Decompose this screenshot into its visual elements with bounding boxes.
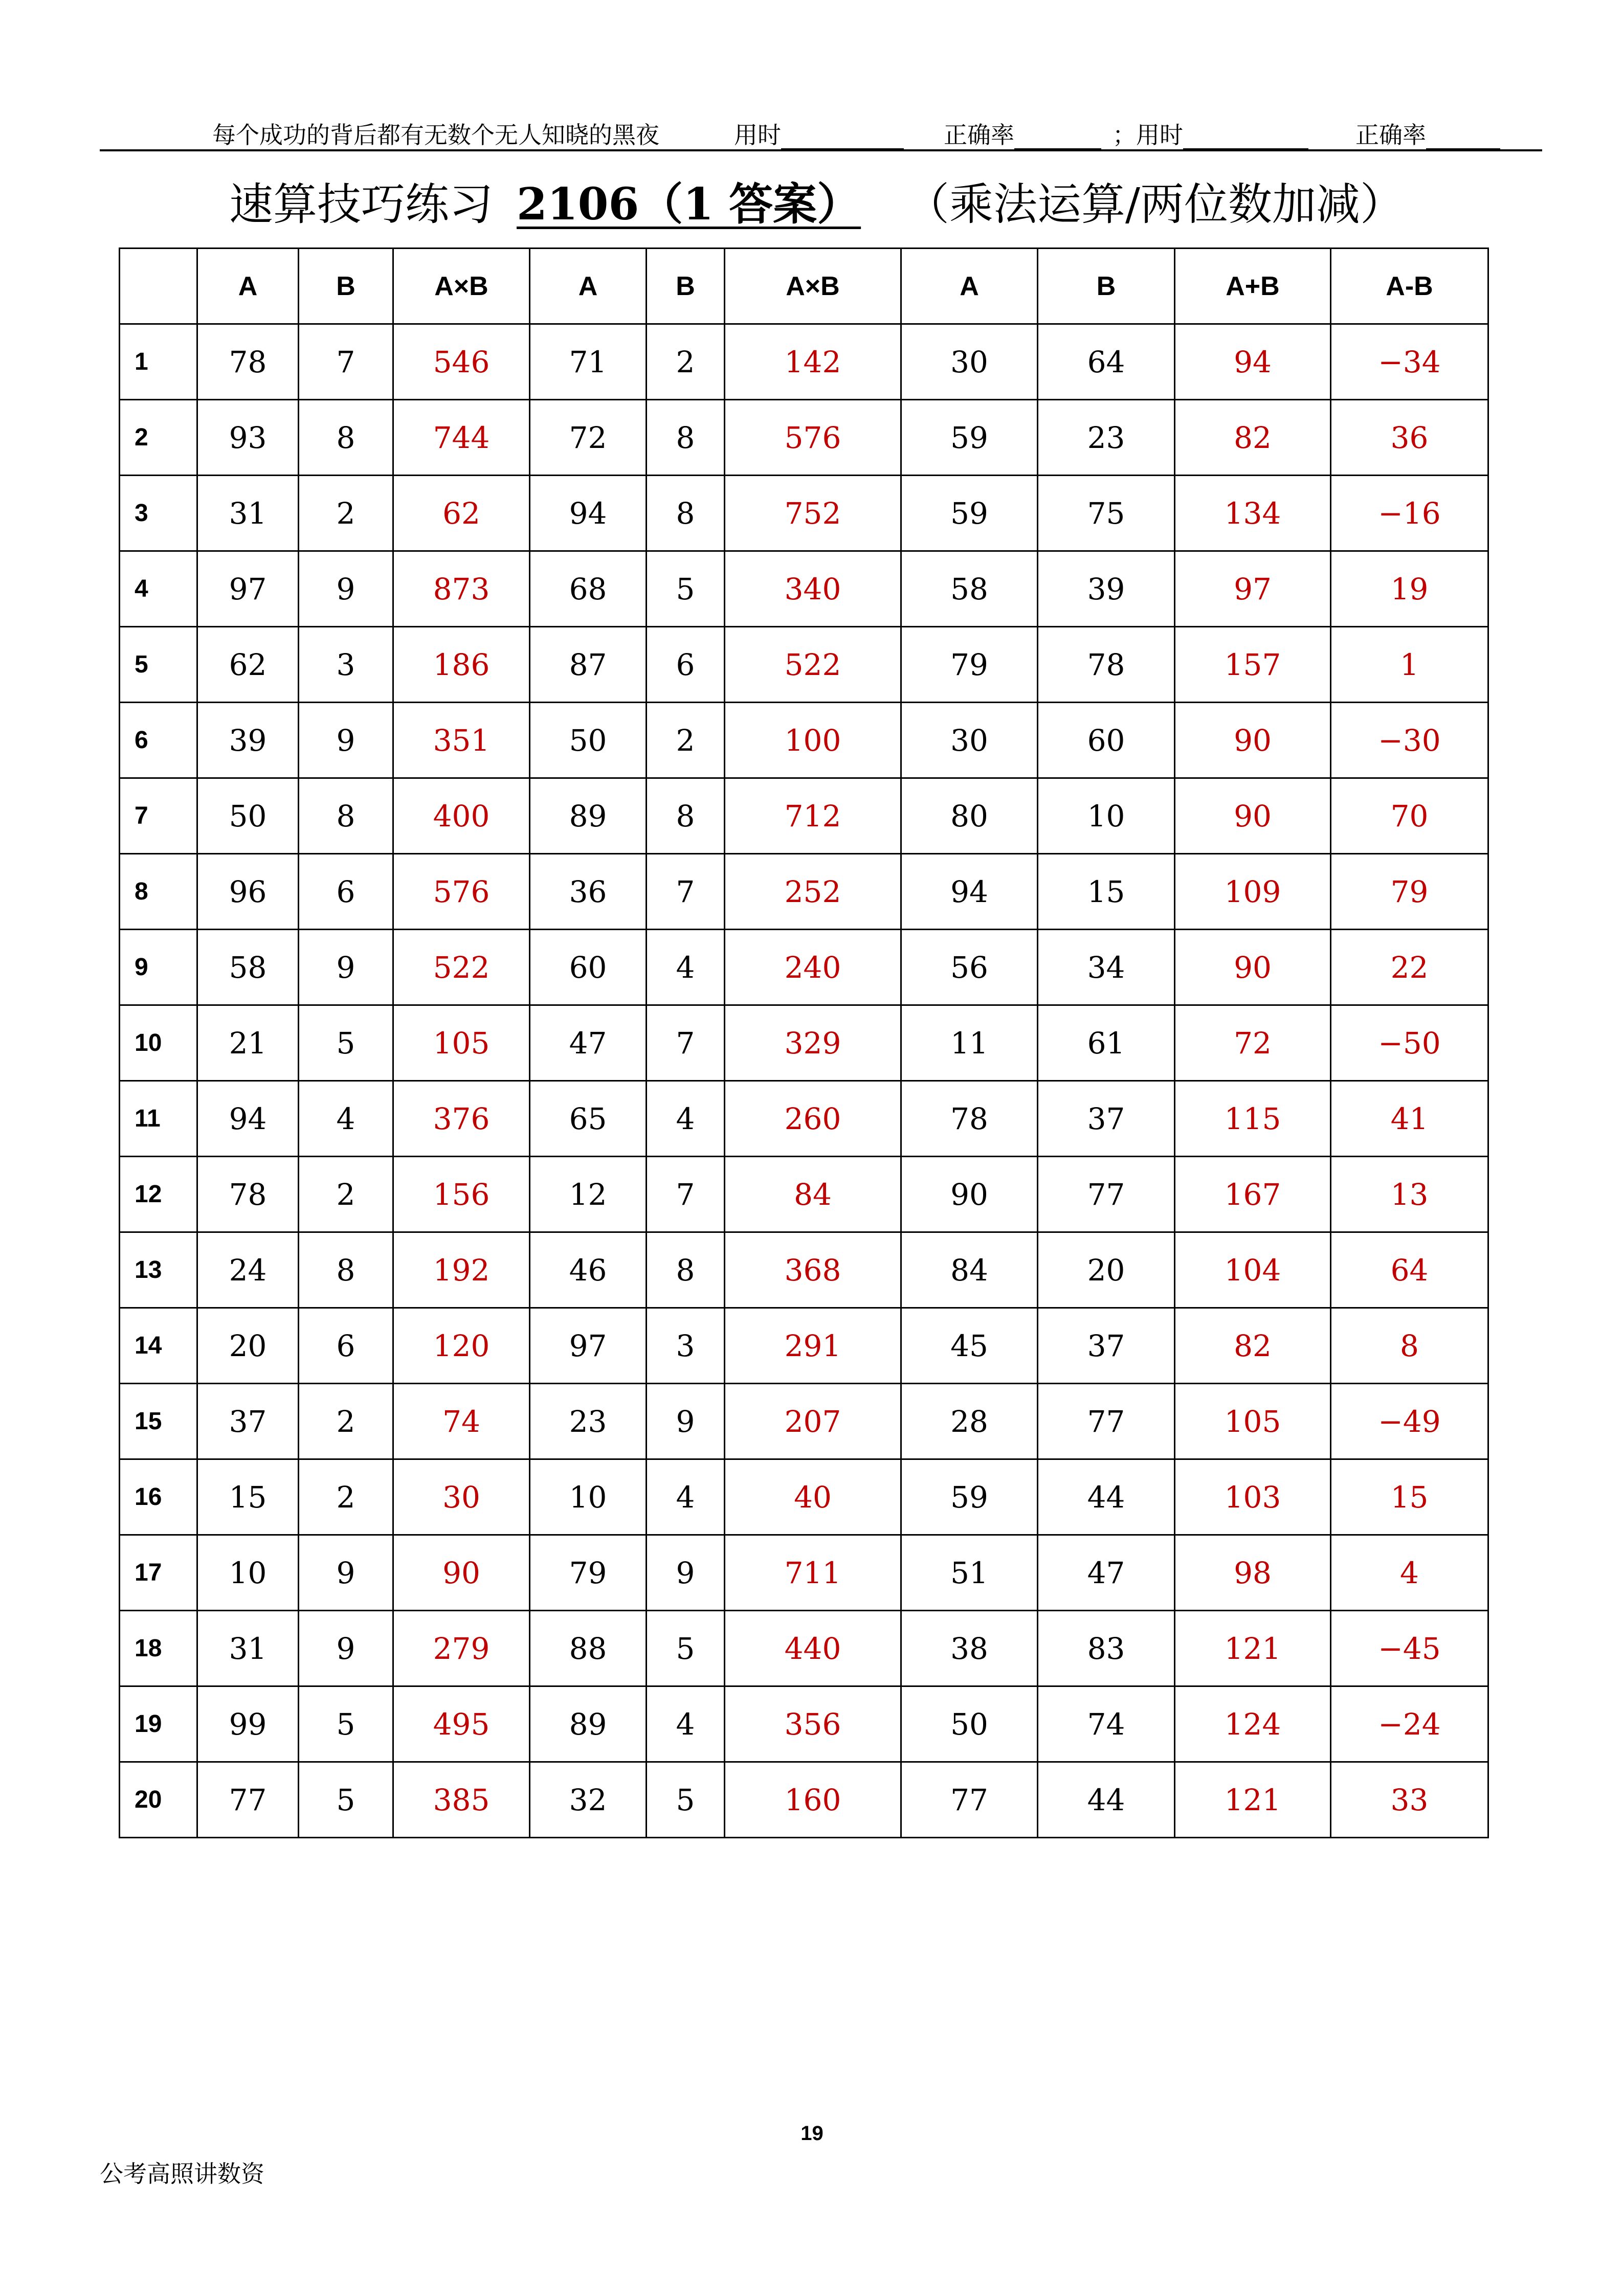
operand-cell: 38 <box>901 1611 1038 1686</box>
accuracy-field-1 <box>944 117 1101 150</box>
operand-cell: 58 <box>901 551 1038 627</box>
answer-cell: 4 <box>1331 1535 1488 1611</box>
row-index: 14 <box>120 1308 197 1384</box>
time-field-1 <box>734 117 904 150</box>
operand-cell: 3 <box>647 1308 725 1384</box>
operand-cell: 59 <box>901 1459 1038 1535</box>
table-row <box>120 1005 1488 1081</box>
operand-cell: 68 <box>530 551 647 627</box>
answer-cell: −30 <box>1331 703 1488 778</box>
answer-cell: 82 <box>1175 400 1331 476</box>
operand-cell: 30 <box>901 703 1038 778</box>
operand-cell: 2 <box>299 1157 393 1232</box>
operand-cell: 99 <box>197 1686 299 1762</box>
answer-cell: 74 <box>393 1384 530 1459</box>
answer-cell: 712 <box>725 778 901 854</box>
answer-cell: 72 <box>1175 1005 1331 1081</box>
answer-cell: 105 <box>1175 1384 1331 1459</box>
table-row <box>120 1232 1488 1308</box>
table-row <box>120 551 1488 627</box>
table-row <box>120 1384 1488 1459</box>
operand-cell: 78 <box>197 1157 299 1232</box>
answer-cell: 385 <box>393 1762 530 1838</box>
title-main: 速算技巧练习 <box>229 179 493 230</box>
operand-cell: 60 <box>530 930 647 1005</box>
operand-cell: 6 <box>299 854 393 930</box>
table-row <box>120 1611 1488 1686</box>
separator: ； <box>1113 121 1136 149</box>
answer-cell: 186 <box>393 627 530 703</box>
answer-cell: 440 <box>725 1611 901 1686</box>
operand-cell: 83 <box>1038 1611 1175 1686</box>
operand-cell: 8 <box>299 400 393 476</box>
operand-cell: 62 <box>197 627 299 703</box>
table-row <box>120 930 1488 1005</box>
time-label-2: 用时 <box>1136 121 1183 149</box>
answer-cell: 252 <box>725 854 901 930</box>
answer-cell: 368 <box>725 1232 901 1308</box>
table-row <box>120 1308 1488 1384</box>
operand-cell: 24 <box>197 1232 299 1308</box>
column-header: A <box>901 249 1038 324</box>
time-label-1: 用时 <box>734 121 781 149</box>
operand-cell: 15 <box>1038 854 1175 930</box>
operand-cell: 31 <box>197 1611 299 1686</box>
operand-cell: 15 <box>197 1459 299 1535</box>
answer-cell: 104 <box>1175 1232 1331 1308</box>
operand-cell: 32 <box>530 1762 647 1838</box>
operand-cell: 6 <box>647 627 725 703</box>
answer-cell: 120 <box>393 1308 530 1384</box>
operand-cell: 37 <box>1038 1308 1175 1384</box>
operand-cell: 23 <box>1038 400 1175 476</box>
operand-cell: 4 <box>647 1686 725 1762</box>
operand-cell: 71 <box>530 324 647 400</box>
answer-cell: 192 <box>393 1232 530 1308</box>
operand-cell: 80 <box>901 778 1038 854</box>
answer-cell: 40 <box>725 1459 901 1535</box>
row-index: 12 <box>120 1157 197 1232</box>
row-index: 5 <box>120 627 197 703</box>
row-index: 13 <box>120 1232 197 1308</box>
answer-cell: 576 <box>725 400 901 476</box>
operand-cell: 7 <box>647 1157 725 1232</box>
answer-cell: 90 <box>1175 703 1331 778</box>
answer-cell: −50 <box>1331 1005 1488 1081</box>
answer-cell: 260 <box>725 1081 901 1157</box>
answer-cell: −45 <box>1331 1611 1488 1686</box>
answer-cell: 752 <box>725 476 901 551</box>
column-header: A×B <box>725 249 901 324</box>
operand-cell: 4 <box>299 1081 393 1157</box>
operand-cell: 97 <box>197 551 299 627</box>
page-number: 19 <box>800 2122 824 2145</box>
answer-cell: 167 <box>1175 1157 1331 1232</box>
operand-cell: 8 <box>647 1232 725 1308</box>
operand-cell: 94 <box>197 1081 299 1157</box>
title-subtitle: （乘法运算/两位数加减） <box>905 179 1404 230</box>
answer-cell: 90 <box>1175 930 1331 1005</box>
answer-cell: 41 <box>1331 1081 1488 1157</box>
operand-cell: 47 <box>1038 1535 1175 1611</box>
motto-text: 每个成功的背后都有无数个无人知晓的黑夜 <box>212 121 659 149</box>
row-index: 19 <box>120 1686 197 1762</box>
operand-cell: 89 <box>530 778 647 854</box>
operand-cell: 50 <box>901 1686 1038 1762</box>
operand-cell: 44 <box>1038 1459 1175 1535</box>
operand-cell: 60 <box>1038 703 1175 778</box>
answer-cell: 97 <box>1175 551 1331 627</box>
table-row <box>120 703 1488 778</box>
operand-cell: 5 <box>647 1611 725 1686</box>
answer-cell: 90 <box>1175 778 1331 854</box>
operand-cell: 9 <box>299 703 393 778</box>
table-row <box>120 854 1488 930</box>
answer-cell: 79 <box>1331 854 1488 930</box>
title-code: 2106（1 答案） <box>517 178 861 230</box>
answer-cell: 64 <box>1331 1232 1488 1308</box>
operand-cell: 39 <box>1038 551 1175 627</box>
operand-cell: 9 <box>299 930 393 1005</box>
operand-cell: 31 <box>197 476 299 551</box>
operand-cell: 10 <box>197 1535 299 1611</box>
operand-cell: 28 <box>901 1384 1038 1459</box>
operand-cell: 8 <box>299 1232 393 1308</box>
operand-cell: 23 <box>530 1384 647 1459</box>
answer-cell: 576 <box>393 854 530 930</box>
answer-cell: 100 <box>725 703 901 778</box>
table-row <box>120 1686 1488 1762</box>
row-index: 8 <box>120 854 197 930</box>
operand-cell: 9 <box>647 1384 725 1459</box>
answer-cell: 13 <box>1331 1157 1488 1232</box>
operand-cell: 78 <box>901 1081 1038 1157</box>
operand-cell: 12 <box>530 1157 647 1232</box>
operand-cell: 89 <box>530 1686 647 1762</box>
answer-cell: 22 <box>1331 930 1488 1005</box>
table-row <box>120 476 1488 551</box>
answer-cell: 351 <box>393 703 530 778</box>
table-row <box>120 324 1488 400</box>
operand-cell: 79 <box>901 627 1038 703</box>
table-row <box>120 627 1488 703</box>
operand-cell: 79 <box>530 1535 647 1611</box>
accuracy-label-2: 正确率 <box>1355 121 1426 149</box>
table-row <box>120 1459 1488 1535</box>
operand-cell: 90 <box>901 1157 1038 1232</box>
answer-cell: −49 <box>1331 1384 1488 1459</box>
answer-cell: 84 <box>725 1157 901 1232</box>
row-index: 2 <box>120 400 197 476</box>
answer-cell: 495 <box>393 1686 530 1762</box>
operand-cell: 9 <box>647 1535 725 1611</box>
answer-cell: 279 <box>393 1611 530 1686</box>
column-header: B <box>1038 249 1175 324</box>
answer-cell: 115 <box>1175 1081 1331 1157</box>
operand-cell: 77 <box>1038 1384 1175 1459</box>
operand-cell: 2 <box>299 476 393 551</box>
operand-cell: 8 <box>647 778 725 854</box>
row-index: 17 <box>120 1535 197 1611</box>
row-index: 9 <box>120 930 197 1005</box>
table-header-row <box>120 249 1488 324</box>
operand-cell: 94 <box>901 854 1038 930</box>
answer-cell: 376 <box>393 1081 530 1157</box>
answer-cell: 156 <box>393 1157 530 1232</box>
column-header: A+B <box>1175 249 1331 324</box>
accuracy-field-2 <box>1355 117 1500 150</box>
row-index: 18 <box>120 1611 197 1686</box>
operand-cell: 4 <box>647 1081 725 1157</box>
time-blank-1[interactable] <box>781 122 904 150</box>
operand-cell: 64 <box>1038 324 1175 400</box>
answer-cell: 1 <box>1331 627 1488 703</box>
answer-cell: 873 <box>393 551 530 627</box>
operand-cell: 56 <box>901 930 1038 1005</box>
answer-cell: 546 <box>393 324 530 400</box>
operand-cell: 2 <box>299 1384 393 1459</box>
operand-cell: 34 <box>1038 930 1175 1005</box>
answer-cell: −34 <box>1331 324 1488 400</box>
operand-cell: 9 <box>299 1535 393 1611</box>
accuracy-blank-2[interactable] <box>1426 122 1500 150</box>
operand-cell: 74 <box>1038 1686 1175 1762</box>
exercise-table <box>119 247 1489 1838</box>
table-body <box>120 324 1488 1838</box>
operand-cell: 5 <box>647 1762 725 1838</box>
operand-cell: 30 <box>901 324 1038 400</box>
operand-cell: 7 <box>299 324 393 400</box>
answer-cell: 711 <box>725 1535 901 1611</box>
operand-cell: 36 <box>530 854 647 930</box>
operand-cell: 65 <box>530 1081 647 1157</box>
operand-cell: 20 <box>1038 1232 1175 1308</box>
row-index: 15 <box>120 1384 197 1459</box>
row-index: 1 <box>120 324 197 400</box>
operand-cell: 11 <box>901 1005 1038 1081</box>
table-row <box>120 778 1488 854</box>
answer-cell: −16 <box>1331 476 1488 551</box>
time-field-2 <box>1113 117 1308 150</box>
table-row <box>120 400 1488 476</box>
header-rule <box>100 149 1542 151</box>
operand-cell: 47 <box>530 1005 647 1081</box>
answer-cell: 240 <box>725 930 901 1005</box>
operand-cell: 8 <box>299 778 393 854</box>
answer-cell: 103 <box>1175 1459 1331 1535</box>
answer-cell: 105 <box>393 1005 530 1081</box>
operand-cell: 61 <box>1038 1005 1175 1081</box>
operand-cell: 58 <box>197 930 299 1005</box>
operand-cell: 8 <box>647 400 725 476</box>
answer-cell: 157 <box>1175 627 1331 703</box>
operand-cell: 72 <box>530 400 647 476</box>
operand-cell: 84 <box>901 1232 1038 1308</box>
answer-cell: 33 <box>1331 1762 1488 1838</box>
column-header: B <box>299 249 393 324</box>
answer-cell: 8 <box>1331 1308 1488 1384</box>
answer-cell: 62 <box>393 476 530 551</box>
answer-cell: 291 <box>725 1308 901 1384</box>
operand-cell: 51 <box>901 1535 1038 1611</box>
answer-cell: 124 <box>1175 1686 1331 1762</box>
operand-cell: 77 <box>197 1762 299 1838</box>
row-index: 4 <box>120 551 197 627</box>
answer-cell: 90 <box>393 1535 530 1611</box>
operand-cell: 59 <box>901 400 1038 476</box>
operand-cell: 59 <box>901 476 1038 551</box>
answer-cell: 744 <box>393 400 530 476</box>
answer-cell: 30 <box>393 1459 530 1535</box>
operand-cell: 78 <box>197 324 299 400</box>
operand-cell: 39 <box>197 703 299 778</box>
answer-cell: 160 <box>725 1762 901 1838</box>
row-index: 7 <box>120 778 197 854</box>
operand-cell: 44 <box>1038 1762 1175 1838</box>
operand-cell: 6 <box>299 1308 393 1384</box>
operand-cell: 20 <box>197 1308 299 1384</box>
answer-cell: 134 <box>1175 476 1331 551</box>
footer-source: 公考高照讲数资 <box>100 2160 264 2188</box>
operand-cell: 2 <box>647 703 725 778</box>
operand-cell: 10 <box>530 1459 647 1535</box>
answer-cell: 36 <box>1331 400 1488 476</box>
operand-cell: 21 <box>197 1005 299 1081</box>
operand-cell: 75 <box>1038 476 1175 551</box>
operand-cell: 9 <box>299 1611 393 1686</box>
column-header: A <box>197 249 299 324</box>
operand-cell: 4 <box>647 930 725 1005</box>
time-blank-2[interactable] <box>1183 122 1308 150</box>
answer-cell: 142 <box>725 324 901 400</box>
operand-cell: 3 <box>299 627 393 703</box>
operand-cell: 4 <box>647 1459 725 1535</box>
operand-cell: 88 <box>530 1611 647 1686</box>
operand-cell: 37 <box>1038 1081 1175 1157</box>
operand-cell: 5 <box>299 1686 393 1762</box>
answer-cell: 15 <box>1331 1459 1488 1535</box>
operand-cell: 87 <box>530 627 647 703</box>
column-header: A-B <box>1331 249 1488 324</box>
answer-cell: 94 <box>1175 324 1331 400</box>
operand-cell: 7 <box>647 1005 725 1081</box>
row-index: 6 <box>120 703 197 778</box>
row-index: 10 <box>120 1005 197 1081</box>
answer-cell: 340 <box>725 551 901 627</box>
operand-cell: 7 <box>647 854 725 930</box>
row-index: 20 <box>120 1762 197 1838</box>
answer-cell: 70 <box>1331 778 1488 854</box>
operand-cell: 93 <box>197 400 299 476</box>
table-row <box>120 1157 1488 1232</box>
answer-cell: 207 <box>725 1384 901 1459</box>
operand-cell: 97 <box>530 1308 647 1384</box>
answer-cell: 19 <box>1331 551 1488 627</box>
row-index: 16 <box>120 1459 197 1535</box>
operand-cell: 46 <box>530 1232 647 1308</box>
answer-cell: 522 <box>725 627 901 703</box>
row-index: 11 <box>120 1081 197 1157</box>
table-row <box>120 1762 1488 1838</box>
column-header: B <box>647 249 725 324</box>
column-header: A <box>530 249 647 324</box>
operand-cell: 96 <box>197 854 299 930</box>
operand-cell: 50 <box>530 703 647 778</box>
operand-cell: 78 <box>1038 627 1175 703</box>
operand-cell: 10 <box>1038 778 1175 854</box>
answer-cell: −24 <box>1331 1686 1488 1762</box>
table-row <box>120 1081 1488 1157</box>
column-header-index <box>120 249 197 324</box>
accuracy-label-1: 正确率 <box>944 121 1014 149</box>
answer-cell: 522 <box>393 930 530 1005</box>
operand-cell: 5 <box>299 1005 393 1081</box>
row-index: 3 <box>120 476 197 551</box>
operand-cell: 94 <box>530 476 647 551</box>
operand-cell: 5 <box>299 1762 393 1838</box>
answer-cell: 329 <box>725 1005 901 1081</box>
operand-cell: 2 <box>647 324 725 400</box>
operand-cell: 2 <box>299 1459 393 1535</box>
operand-cell: 77 <box>1038 1157 1175 1232</box>
answer-cell: 82 <box>1175 1308 1331 1384</box>
answer-cell: 121 <box>1175 1611 1331 1686</box>
operand-cell: 45 <box>901 1308 1038 1384</box>
answer-cell: 400 <box>393 778 530 854</box>
answer-cell: 121 <box>1175 1762 1331 1838</box>
accuracy-blank-1[interactable] <box>1014 122 1101 150</box>
column-header: A×B <box>393 249 530 324</box>
operand-cell: 5 <box>647 551 725 627</box>
operand-cell: 9 <box>299 551 393 627</box>
operand-cell: 77 <box>901 1762 1038 1838</box>
operand-cell: 8 <box>647 476 725 551</box>
answer-cell: 109 <box>1175 854 1331 930</box>
operand-cell: 37 <box>197 1384 299 1459</box>
table-row <box>120 1535 1488 1611</box>
answer-cell: 98 <box>1175 1535 1331 1611</box>
operand-cell: 50 <box>197 778 299 854</box>
answer-cell: 356 <box>725 1686 901 1762</box>
